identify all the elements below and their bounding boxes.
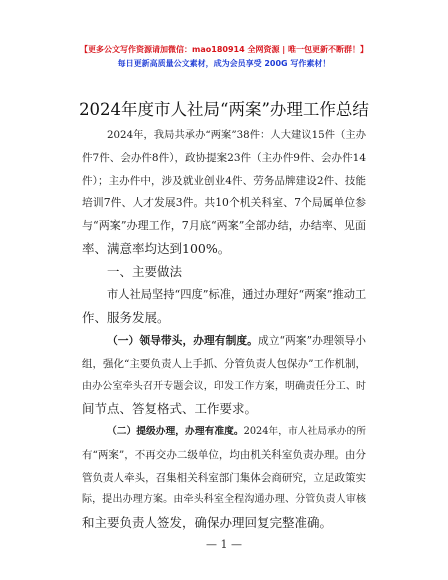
document-title: 2024年度市人社局“两案”办理工作总结 bbox=[79, 100, 369, 119]
page-number: — 1 — bbox=[206, 538, 242, 551]
paragraph-line: 件7件、会办件8件），政协提案23件（主办件9件、会办件14 bbox=[82, 151, 366, 164]
paragraph-line: 培训7件、人才发展3件。共10个机关科室、7个局属单位参 bbox=[82, 196, 366, 210]
paragraph-line: 率、满意率均达到100%。 bbox=[82, 240, 231, 256]
paragraph-line: 由办公室牵头召开专题会议，印发工作方案，明确责任分工、时 bbox=[82, 380, 366, 392]
paragraph-line: 间节点、答复格式、工作要求。 bbox=[82, 401, 258, 417]
subsection-heading: （二）提级办理，办理有准度。 bbox=[107, 426, 244, 437]
promo-banner-line-1: 【更多公文写作资源请加微信：mao180914 全网资源 | 唯一包更新不断群！】 bbox=[80, 45, 368, 54]
section-heading-main-practices bbox=[82, 261, 366, 284]
paragraph-line: 组，强化“主要负责人上手抓、分管负责人包保办”工作机制， bbox=[82, 357, 366, 370]
paragraph-summary bbox=[82, 124, 366, 261]
paragraph-line: 际，提出办理方案。由牵头科室全程沟通办理、分管负责人审核 bbox=[82, 494, 366, 506]
paragraph-line bbox=[82, 330, 366, 353]
subsection-heading: （一）领导带头，办理有制度。 bbox=[107, 334, 258, 347]
paragraph-line: 2024年，我局共承办“两案”38件：人大建议15件（主办 bbox=[107, 129, 366, 141]
paragraph-line: 市人社局坚持“四度”标准，通过办理好“两案”推动工 bbox=[107, 288, 367, 301]
promo-banner-line-2: 每日更新高质量公文素材，成为会员享受 200G 写作素材！ bbox=[117, 59, 331, 68]
paragraph-line: 管负责人牵头，召集相关科室部门集体会商研究，立足政策实 bbox=[82, 471, 366, 484]
paragraph-line: 和主要负责人签发，确保办理回复完整准确。 bbox=[82, 515, 333, 531]
paragraph-line: 与“两案”办理工作，7月底“两案”全部办结，办结率、见面 bbox=[82, 219, 366, 233]
paragraph-intro bbox=[82, 284, 366, 330]
section-heading: 一、主要做法 bbox=[107, 264, 183, 279]
paragraph-text: 2024年，市人社局承办的所 bbox=[243, 426, 366, 437]
paragraph-line: 有“两案”，不再交办二级单位，均由机关科室负责办理。由分 bbox=[82, 448, 366, 461]
paragraph-section-1 bbox=[82, 330, 366, 421]
paragraph-line: 件）；主办件中，涉及就业创业4件、劳务品牌建设2件、技能 bbox=[82, 174, 366, 187]
paragraph-line: 作、服务发展。 bbox=[82, 309, 170, 325]
paragraph-line bbox=[82, 421, 366, 444]
paragraph-section-2 bbox=[82, 421, 366, 535]
paragraph-text: 成立“两案”办理领导小 bbox=[257, 334, 366, 347]
